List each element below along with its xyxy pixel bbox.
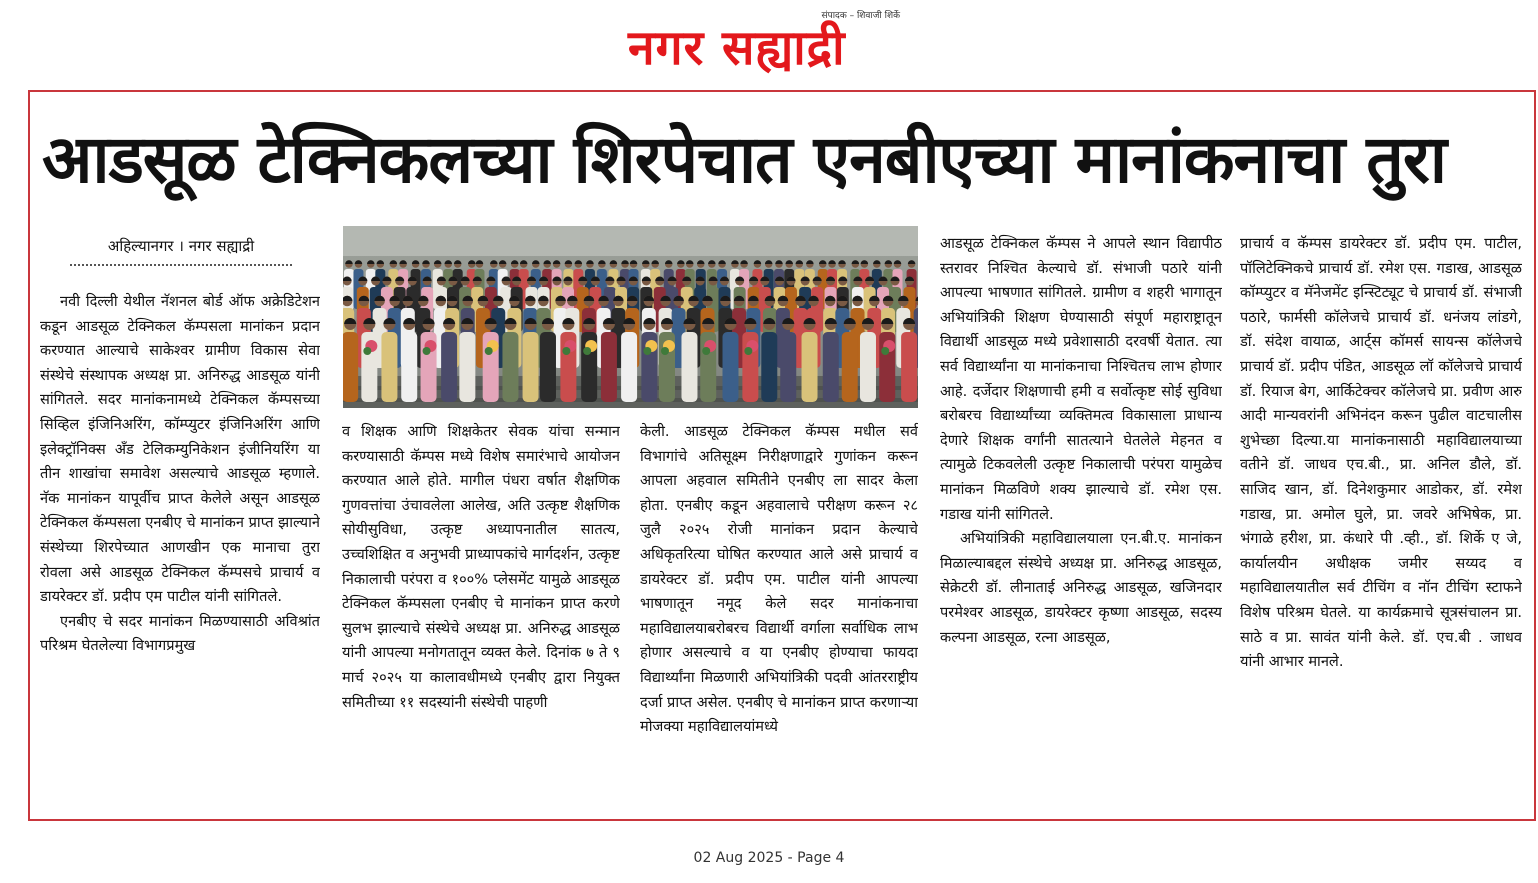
editor-line: संपादक – शिवाजी शिर्के — [821, 11, 900, 21]
column-4-paragraph-2: अभियांत्रिकी महाविद्यालयाला एन.बी.ए. मानांकन मिळाल्याबद्दल संस्थेचे अध्यक्ष प्रा. अनिरुद्ध आडसूळ, सेक्रेटरी डॉ. लीनाताई अनिरुद्ध आडसूळ, खजिनदार परमेश्वर आडसूळ, डायरेक्टर कृष्णा आडसूळ, सदस्य कल्पना आडसूळ, रत्ना आडसूळ, — [940, 530, 1222, 646]
page-footer: 02 Aug 2025 - Page 4 — [693, 850, 845, 866]
article-column-4 — [940, 232, 1222, 814]
dateline: अहिल्यानगर । नगर सह्याद्री — [107, 237, 255, 255]
newspaper-logo: नगर सह्याद्री — [628, 20, 846, 76]
article-headline: आडसूळ टेक्निकलच्या शिरपेचात एनबीएच्या मानांकनाचा तुरा — [42, 121, 1446, 198]
column-3-paragraph: केली. आडसूळ टेक्निकल कॅम्पस मधील सर्व विभागांचे अतिसूक्ष्म निरीक्षणाद्वारे गुणांकन करून आपला अहवाल समितीने एनबीए ला सादर केला होता. एनबीए कडून अहवालाचे परीक्षण करून २८ जुलै २०२५ रोजी मानांकन प्रदान केल्याचे अधिकृतरित्या घोषित करण्यात आले असे प्राचार्य व डायरेक्टर डॉ. प्रदीप एम. पाटील यांनी आपल्या भाषणातून नमूद केले सदर मानांकनाचा महाविद्यालयाबरोबरच विद्यार्थी वर्गाला सर्वाधिक लाभ होणार असल्याचे व या एनबीए होण्याचा फायदा विद्यार्थ्यांना मिळणारी अभियांत्रिकी पदवी आंतरराष्ट्रीय दर्जा प्राप्त असेल. एनबीए चे मानांकन प्राप्त करणाऱ्या मोजक्या महाविद्यालयांमध्ये — [640, 423, 918, 736]
masthead — [628, 8, 908, 78]
group-photo — [343, 226, 918, 408]
column-2-paragraph: व शिक्षक आणि शिक्षकेतर सेवक यांचा सन्मान करण्यासाठी कॅम्पस मध्ये विशेष समारंभाचे आयोजन करण्यात आले होते. मागील पंधरा वर्षात शैक्षणिक गुणवत्तांचा उंचावलेला आलेख, अति उत्कृष्ट शैक्षणिक सोयीसुविधा, उत्कृष्ट अध्यापनातील सातत्य, उच्चशिक्षित व अनुभवी प्राध्यापकांचे मार्गदर्शन, उत्कृष्ट निकालाची परंपरा व १००% प्लेसमेंट यामुळे आडसूळ टेक्निकल कॅम्पसला एनबीए चे मानांकन प्राप्त करणे सुलभ झाल्याचे संस्थेचे अध्यक्ष प्रा. अनिरुद्ध आडसूळ यांनी आपल्या मनोगतातून व्यक्त केले. दिनांक ७ ते ९ मार्च २०२५ या कालावधीमध्ये एनबीए द्वारा नियुक्त समितीच्या ११ सदस्यांनी संस्थेची पाहणी — [342, 423, 620, 711]
article-column-1 — [40, 290, 320, 814]
column-1-paragraph-2: एनबीए चे सदर मानांकन मिळण्यासाठी अविश्रांत परिश्रम घेतलेल्या विभागप्रमुख — [40, 612, 320, 655]
article-column-2 — [342, 420, 620, 814]
column-1-paragraph-1: नवी दिल्ली येथील नॅशनल बोर्ड ऑफ अक्रेडिटेशन कडून आडसूळ टेक्निकल कॅम्पसला मानांकन प्रदान करण्यात आल्याचे साकेश्वर ग्रामीण विकास सेवा संस्थेचे संस्थापक अध्यक्ष प्रा. अनिरुद्ध आडसूळ यांनी सांगितले. सदर मानांकनामध्ये टेक्निकल कॅम्पसच्या सिव्हिल इंजिनिअरिंग, कॉम्प्युटर इंजिनिअरिंग आणि इलेक्ट्रॉनिक्स अँड टेलिकम्युनिकेशन इंजीनियरिंग या तीन शाखांचा समावेश असल्याचे आडसूळ म्हणाले. नॅक मानांकन यापूर्वीच प्राप्त केलेले असून आडसूळ टेक्निकल कॅम्पसला एनबीए चे मानांकन प्राप्त झाल्याने संस्थेच्या शिरपेच्यात आणखीन एक मानाचा तुरा रोवला असे आडसूळ टेक्निकल कॅम्पसचे प्राचार्य व डायरेक्टर डॉ. प्रदीप एम पाटील यांनी सांगितले. — [40, 293, 320, 606]
column-4-paragraph-1: आडसूळ टेक्निकल कॅम्पस ने आपले स्थान विद्यापीठ स्तरावर निश्चित केल्याचे डॉ. संभाजी पठारे यांनी आपल्या भाषणात सांगितले. ग्रामीण व शहरी भागातून अभियांत्रिकी शिक्षण घेण्यासाठी संपूर्ण महाराष्ट्रातून विद्यार्थी आडसूळ मध्ये प्रवेशासाठी दरवर्षी येतात. त्या सर्व विद्यार्थ्यांना या मानांकनाचा निश्चितच लाभ होणार आहे. दर्जेदार शिक्षणाची हमी व सर्वोत्कृष्ट सोई सुविधा बरोबरच विद्यार्थ्यांच्या व्यक्तिमत्व विकासाला प्राधान्य देणारे शिक्षक वर्गांनी सातत्याने घेतलेले मेहनत व त्यामुळे टिकवलेली उत्कृष्ट निकालाची परंपरा यामुळेच मानांकन मिळविणे शक्य झाल्याचे डॉ. रमेश एस. गडाख यांनी सांगितले. — [940, 235, 1222, 523]
dotted-divider — [70, 264, 292, 266]
article-column-3 — [640, 420, 918, 814]
column-5-paragraph: प्राचार्य व कॅम्पस डायरेक्टर डॉ. प्रदीप एम. पाटील, पॉलिटेक्निकचे प्राचार्य डॉ. रमेश एस. गडाख, आडसूळ कॉम्प्युटर व मॅनेजमेंट इन्स्टिट्यूट चे प्राचार्य डॉ. संभाजी पठारे, फार्मसी कॉलेजचे प्राचार्य डॉ. धनंजय लांडगे, डॉ. संदेश वायाळ, आर्ट्स कॉमर्स सायन्स कॉलेजचे प्राचार्य डॉ. प्रदीप पंडित, आडसूळ लॉ कॉलेजचे प्राचार्य डॉ. रियाज बेग, आर्किटेक्चर कॉलेजचे प्रा. प्रवीण आरु आदी मान्यवरांनी अभिनंदन करून पुढील वाटचालीस शुभेच्छा दिल्या.या मानांकनासाठी महाविद्यालयाच्या वतीने डॉ. जाधव एच.बी., प्रा. अनिल डौले, डॉ. साजिद खान, डॉ. दिनेशकुमार आडोकर, डॉ. रमेश गडाख, प्रा. अमोल घुले, प्रा. जवरे अभिषेक, प्रा. भंगाळे हरीश, प्रा. कंधारे पी .व्ही., डॉ. शिर्के ए जे, कार्यालयीन अधीक्षक जमीर सय्यद व महाविद्यालयातील सर्व टीचिंग व नॉन टीचिंग स्टाफने विशेष परिश्रम घेतले. या कार्यक्रमाचे सूत्रसंचालन प्रा. साठे व प्रा. सावंत यांनी केले. डॉ. एच.बी . जाधव यांनी आभार मानले. — [1240, 235, 1522, 671]
article-column-5 — [1240, 232, 1522, 814]
